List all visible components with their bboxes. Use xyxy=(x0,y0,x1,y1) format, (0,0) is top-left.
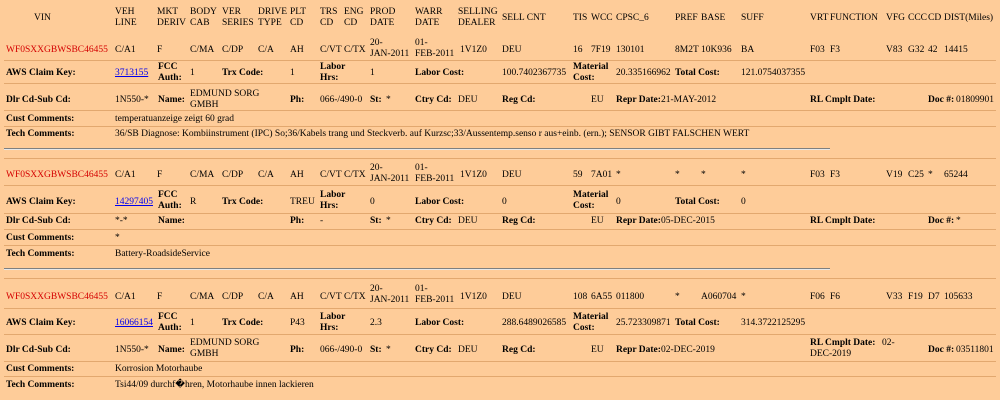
wcc-value: 6A55 xyxy=(591,292,613,302)
labor-hrs-label-2: Hrs: xyxy=(320,201,339,211)
header-eng-cd-1: ENG xyxy=(344,7,364,17)
vin-value: WF0SXXGBWSBC46455 xyxy=(6,45,108,55)
st-value: * xyxy=(386,345,391,355)
base-value: A060704 xyxy=(701,292,737,302)
st-value: * xyxy=(386,95,391,105)
dealer-name-2: GMBH xyxy=(190,100,219,110)
mkt-deriv-value: F xyxy=(157,292,163,302)
row-divider xyxy=(4,245,996,246)
vin-value: WF0SXXGBWSBC46455 xyxy=(6,170,108,180)
rl-cmplt-date-label: RL Cmplt Date: xyxy=(810,216,876,226)
body-cab-value: C/MA xyxy=(190,170,215,180)
row-divider xyxy=(4,308,996,309)
reg-cd-value: EU xyxy=(591,345,604,355)
header-veh-line-2: LINE xyxy=(115,18,137,28)
material-cost-label-1: Material xyxy=(573,62,609,72)
row-divider xyxy=(4,278,996,279)
tis-value: 59 xyxy=(573,170,583,180)
row-divider xyxy=(4,213,996,214)
material-cost-value: 25.723309871 xyxy=(616,318,671,328)
ctry-cd-value: DEU xyxy=(458,95,478,105)
aws-claim-key-label: AWS Claim Key: xyxy=(6,68,76,78)
header-cpsc6: CPSC_6 xyxy=(616,13,649,23)
trx-code-value: TREU xyxy=(290,197,315,207)
header-eng-cd-2: CD xyxy=(344,18,358,28)
header-trs-cd-1: TRS xyxy=(320,7,338,17)
dealer-name-1: EDMUND SORG xyxy=(190,338,260,348)
ph-value: 066-/490-0 xyxy=(320,345,363,355)
ver-series-value: C/DP xyxy=(222,170,244,180)
header-drive-type-1: DRIVE xyxy=(258,7,288,17)
material-cost-label-2: Cost: xyxy=(573,323,595,333)
suff-value: BA xyxy=(741,45,755,55)
header-function: FUNCTION xyxy=(830,13,879,23)
cpsc6-value: 130101 xyxy=(616,45,645,55)
record-separator xyxy=(4,148,830,150)
prod-date-value-2: JAN-2011 xyxy=(370,49,410,59)
vrt-value: F06 xyxy=(810,292,825,302)
fcc-auth-value: 1 xyxy=(190,68,195,78)
cust-comments-label: Cust Comments: xyxy=(6,364,75,374)
trx-code-value: 1 xyxy=(290,68,295,78)
trx-code-label: Trx Code: xyxy=(222,197,264,207)
eng-cd-value: C/TX xyxy=(344,292,366,302)
header-prod-date-1: PROD xyxy=(370,7,396,17)
repr-date-value: 02-DEC-2019 xyxy=(661,345,715,355)
vin-value: WF0SXXGBWSBC46455 xyxy=(6,292,108,302)
header-veh-line-1: VEH xyxy=(115,7,135,17)
wcc-value: 7A01 xyxy=(591,170,613,180)
selling-dealer-value: 1V1Z0 xyxy=(460,45,487,55)
function-value: F3 xyxy=(830,170,841,180)
pref-value: * xyxy=(675,292,680,302)
st-label: St: xyxy=(370,216,382,226)
header-selling-dealer-1: SELLING xyxy=(458,7,498,17)
ver-series-value: C/DP xyxy=(222,45,244,55)
function-value: F3 xyxy=(830,45,841,55)
cust-comments-label: Cust Comments: xyxy=(6,233,75,243)
plt-cd-value: AH xyxy=(290,170,304,180)
dlr-cd-value: 1N550-* xyxy=(115,95,149,105)
header-prod-date-2: DATE xyxy=(370,18,395,28)
body-cab-value: C/MA xyxy=(190,292,215,302)
warr-date-value-1: 01- xyxy=(415,284,428,294)
dlr-cd-label: Dlr Cd-Sub Cd: xyxy=(6,345,71,355)
doc-label: Doc #: xyxy=(928,216,955,226)
aws-claim-key-link[interactable]: 14297405 xyxy=(115,197,153,207)
veh-line-value: C/A1 xyxy=(115,292,136,302)
row-divider xyxy=(4,60,996,61)
header-ver-series-2: SERIES xyxy=(222,18,254,28)
reg-cd-label: Reg Cd: xyxy=(502,216,536,226)
rl-cmplt-date-value-2: DEC-2019 xyxy=(810,349,852,359)
dist-value: 105633 xyxy=(944,292,973,302)
material-cost-value: 20.335166962 xyxy=(616,68,671,78)
warr-date-value-2: FEB-2011 xyxy=(415,295,455,305)
prod-date-value-2: JAN-2011 xyxy=(370,174,410,184)
total-cost-label: Total Cost: xyxy=(675,318,720,328)
repr-date-label: Repr Date: xyxy=(616,216,661,226)
suff-value: * xyxy=(741,170,746,180)
veh-line-value: C/A1 xyxy=(115,170,136,180)
trs-cd-value: C/VT xyxy=(320,292,342,302)
repr-date-value: 21-MAY-2012 xyxy=(661,95,717,105)
drive-type-value: C/A xyxy=(258,45,274,55)
eng-cd-value: C/TX xyxy=(344,45,366,55)
name-label: Name: xyxy=(158,95,185,105)
aws-claim-key-link[interactable]: 3713155 xyxy=(115,68,149,78)
labor-cost-label: Labor Cost: xyxy=(415,318,465,328)
dlr-cd-label: Dlr Cd-Sub Cd: xyxy=(6,216,71,226)
sell-cnt-value: DEU xyxy=(502,170,522,180)
prod-date-value-2: JAN-2011 xyxy=(370,295,410,305)
ccc-value: G32 xyxy=(908,45,925,55)
prod-date-value-1: 20- xyxy=(370,38,383,48)
header-base: BASE xyxy=(701,13,726,23)
eng-cd-value: C/TX xyxy=(344,170,366,180)
total-cost-label: Total Cost: xyxy=(675,68,720,78)
labor-hrs-label-1: Labor xyxy=(320,190,346,200)
header-warr-date-2: DATE xyxy=(415,18,440,28)
warr-date-value-1: 01- xyxy=(415,38,428,48)
labor-cost-value: 288.6489026585 xyxy=(502,318,567,328)
labor-hrs-value: 2.3 xyxy=(370,318,382,328)
dlr-cd-value: *-* xyxy=(115,216,128,226)
fcc-auth-label-1: FCC xyxy=(158,190,178,200)
doc-value: 01809901 xyxy=(956,95,994,105)
name-label: Name: xyxy=(158,345,185,355)
header-selling-dealer-2: DEALER xyxy=(458,18,496,28)
cd-value: * xyxy=(928,170,933,180)
row-divider xyxy=(4,334,996,335)
ph-value: - xyxy=(320,216,324,226)
function-value: F6 xyxy=(830,292,841,302)
header-sell-cnt: SELL CNT xyxy=(502,13,546,23)
warr-date-value-1: 01- xyxy=(415,163,428,173)
selling-dealer-value: 1V1Z0 xyxy=(460,170,487,180)
header-ccc: CCC xyxy=(908,13,928,23)
doc-label: Doc #: xyxy=(928,345,955,355)
labor-hrs-label-1: Labor xyxy=(320,62,346,72)
fcc-auth-value: R xyxy=(190,197,197,207)
pref-value: 8M2T xyxy=(675,45,699,55)
body-cab-value: C/MA xyxy=(190,45,215,55)
repr-date-value: 05-DEC-2015 xyxy=(661,216,715,226)
row-divider xyxy=(4,126,996,127)
cust-comments-value: temperatuanzeige zeigt 60 grad xyxy=(115,114,234,124)
row-divider xyxy=(4,361,996,362)
base-value: 10K936 xyxy=(701,45,732,55)
warr-date-value-2: FEB-2011 xyxy=(415,174,455,184)
aws-claim-key-label: AWS Claim Key: xyxy=(6,318,76,328)
row-divider xyxy=(4,376,996,377)
rl-cmplt-date-label: RL Cmplt Date: xyxy=(810,338,876,348)
material-cost-label-1: Material xyxy=(573,190,609,200)
header-plt-cd-1: PLT xyxy=(290,7,307,17)
dist-value: 14415 xyxy=(944,45,968,55)
selling-dealer-value: 1V1Z0 xyxy=(460,292,487,302)
material-cost-value: 0 xyxy=(616,197,621,207)
vrt-value: F03 xyxy=(810,170,825,180)
labor-hrs-label-2: Hrs: xyxy=(320,323,339,333)
labor-cost-value: 100.7402367735 xyxy=(502,68,567,78)
material-cost-label-2: Cost: xyxy=(573,73,595,83)
row-divider xyxy=(4,229,996,230)
trs-cd-value: C/VT xyxy=(320,170,342,180)
cust-comments-label: Cust Comments: xyxy=(6,114,75,124)
total-cost-value: 0 xyxy=(741,197,746,207)
dealer-name-1: EDMUND SORG xyxy=(190,89,260,99)
dlr-cd-value: 1N550-* xyxy=(115,345,149,355)
mkt-deriv-value: F xyxy=(157,170,163,180)
header-tis: TIS xyxy=(573,13,588,23)
doc-value: * xyxy=(956,216,961,226)
rl-cmplt-date-value-1: 02- xyxy=(882,338,895,348)
st-label: St: xyxy=(370,345,382,355)
header-vfg: VFG xyxy=(886,13,906,23)
reg-cd-label: Reg Cd: xyxy=(502,345,536,355)
rl-cmplt-date-label: RL Cmplt Date: xyxy=(810,95,876,105)
ph-value: 066-/490-0 xyxy=(320,95,363,105)
fcc-auth-label-2: Auth: xyxy=(158,201,182,211)
vrt-value: F03 xyxy=(810,45,825,55)
material-cost-label-1: Material xyxy=(573,312,609,322)
plt-cd-value: AH xyxy=(290,292,304,302)
header-suff: SUFF xyxy=(741,13,764,23)
labor-cost-label: Labor Cost: xyxy=(415,68,465,78)
drive-type-value: C/A xyxy=(258,292,274,302)
tech-comments-value: Tsi44/09 durchf�hren, Motorhaube innen lackieren xyxy=(115,380,314,390)
header-wcc: WCC xyxy=(591,13,613,23)
vfg-value: V33 xyxy=(886,292,903,302)
header-body-cab-1: BODY xyxy=(190,7,217,17)
tis-value: 16 xyxy=(573,45,583,55)
pref-value: * xyxy=(675,170,680,180)
header-mkt-deriv-2: DERIV xyxy=(157,18,187,28)
reg-cd-value: EU xyxy=(591,216,604,226)
veh-line-value: C/A1 xyxy=(115,45,136,55)
cd-value: D7 xyxy=(928,292,940,302)
wcc-value: 7F19 xyxy=(591,45,611,55)
tech-comments-value: Battery-RoadsideService xyxy=(115,249,210,259)
header-trs-cd-2: CD xyxy=(320,18,334,28)
cust-comments-value: * xyxy=(115,233,120,243)
doc-value: 03511801 xyxy=(956,345,994,355)
reg-cd-value: EU xyxy=(591,95,604,105)
suff-value: * xyxy=(741,292,746,302)
prod-date-value-1: 20- xyxy=(370,163,383,173)
cpsc6-value: 011800 xyxy=(616,292,645,302)
total-cost-value: 314.3722125295 xyxy=(741,318,806,328)
ver-series-value: C/DP xyxy=(222,292,244,302)
vfg-value: V19 xyxy=(886,170,903,180)
sell-cnt-value: DEU xyxy=(502,45,522,55)
ctry-cd-label: Ctry Cd: xyxy=(415,345,452,355)
cd-value: 42 xyxy=(928,45,938,55)
ccc-value: C25 xyxy=(908,170,924,180)
fcc-auth-label-1: FCC xyxy=(158,312,178,322)
repr-date-label: Repr Date: xyxy=(616,345,661,355)
header-mkt-deriv-1: MKT xyxy=(157,7,179,17)
tis-value: 108 xyxy=(573,292,588,302)
fcc-auth-value: 1 xyxy=(190,318,195,328)
ph-label: Ph: xyxy=(290,95,305,105)
dealer-name-2: GMBH xyxy=(190,349,219,359)
row-divider xyxy=(4,110,996,111)
fcc-auth-label-2: Auth: xyxy=(158,73,182,83)
dlr-cd-label: Dlr Cd-Sub Cd: xyxy=(6,95,71,105)
ctry-cd-value: DEU xyxy=(458,216,478,226)
header-ver-series-1: VER xyxy=(222,7,241,17)
labor-hrs-value: 1 xyxy=(370,68,375,78)
row-divider xyxy=(4,185,996,186)
total-cost-label: Total Cost: xyxy=(675,197,720,207)
trx-code-label: Trx Code: xyxy=(222,68,264,78)
vfg-value: V83 xyxy=(886,45,903,55)
header-cd: CD xyxy=(928,13,942,23)
st-value: * xyxy=(386,216,391,226)
cust-comments-value: Korrosion Motorhaube xyxy=(115,364,203,374)
labor-hrs-label-2: Hrs: xyxy=(320,73,339,83)
material-cost-label-2: Cost: xyxy=(573,201,595,211)
labor-cost-value: 0 xyxy=(502,197,507,207)
fcc-auth-label-2: Auth: xyxy=(158,323,182,333)
ccc-value: F19 xyxy=(908,292,923,302)
labor-hrs-label-1: Labor xyxy=(320,312,346,322)
tech-comments-value: 36/SB Diagnose: Kombiinstrument (IPC) So;36/Kabels trang und Steckverb. auf Kurzsc;33/Aussentemp.senso r aus+einb. (ern.); SENSOR GIBT FALSCHEN WERT xyxy=(115,129,750,139)
fcc-auth-label-1: FCC xyxy=(158,62,178,72)
ctry-cd-label: Ctry Cd: xyxy=(415,95,452,105)
dist-value: 65244 xyxy=(944,170,968,180)
tech-comments-label: Tech Comments: xyxy=(6,129,75,139)
record-separator xyxy=(4,268,830,270)
header-warr-date-1: WARR xyxy=(415,7,443,17)
tech-comments-label: Tech Comments: xyxy=(6,380,75,390)
warr-date-value-2: FEB-2011 xyxy=(415,49,455,59)
header-body-cab-2: CAB xyxy=(190,18,210,28)
tech-comments-label: Tech Comments: xyxy=(6,249,75,259)
row-divider xyxy=(4,158,996,159)
trx-code-label: Trx Code: xyxy=(222,318,264,328)
header-plt-cd-2: CD xyxy=(290,18,304,28)
labor-cost-label: Labor Cost: xyxy=(415,197,465,207)
header-drive-type-2: TYPE xyxy=(258,18,282,28)
header-dist: DIST(Miles) xyxy=(944,13,994,23)
name-label: Name: xyxy=(158,216,185,226)
header-pref: PREF xyxy=(675,13,698,23)
plt-cd-value: AH xyxy=(290,45,304,55)
base-value: * xyxy=(701,170,706,180)
repr-date-label: Repr Date: xyxy=(616,95,661,105)
trs-cd-value: C/VT xyxy=(320,45,342,55)
header-vrt: VRT xyxy=(810,13,829,23)
aws-claim-key-link[interactable]: 16066154 xyxy=(115,318,153,328)
drive-type-value: C/A xyxy=(258,170,274,180)
ctry-cd-value: DEU xyxy=(458,345,478,355)
mkt-deriv-value: F xyxy=(157,45,163,55)
ph-label: Ph: xyxy=(290,345,305,355)
st-label: St: xyxy=(370,95,382,105)
header-vin: VIN xyxy=(34,13,51,23)
ctry-cd-label: Ctry Cd: xyxy=(415,216,452,226)
prod-date-value-1: 20- xyxy=(370,284,383,294)
total-cost-value: 121.0754037355 xyxy=(741,68,806,78)
labor-hrs-value: 0 xyxy=(370,197,375,207)
doc-label: Doc #: xyxy=(928,95,955,105)
reg-cd-label: Reg Cd: xyxy=(502,95,536,105)
sell-cnt-value: DEU xyxy=(502,292,522,302)
cpsc6-value: * xyxy=(616,170,621,180)
aws-claim-key-label: AWS Claim Key: xyxy=(6,197,76,207)
ph-label: Ph: xyxy=(290,216,305,226)
trx-code-value: P43 xyxy=(290,318,305,328)
row-divider xyxy=(4,83,996,84)
